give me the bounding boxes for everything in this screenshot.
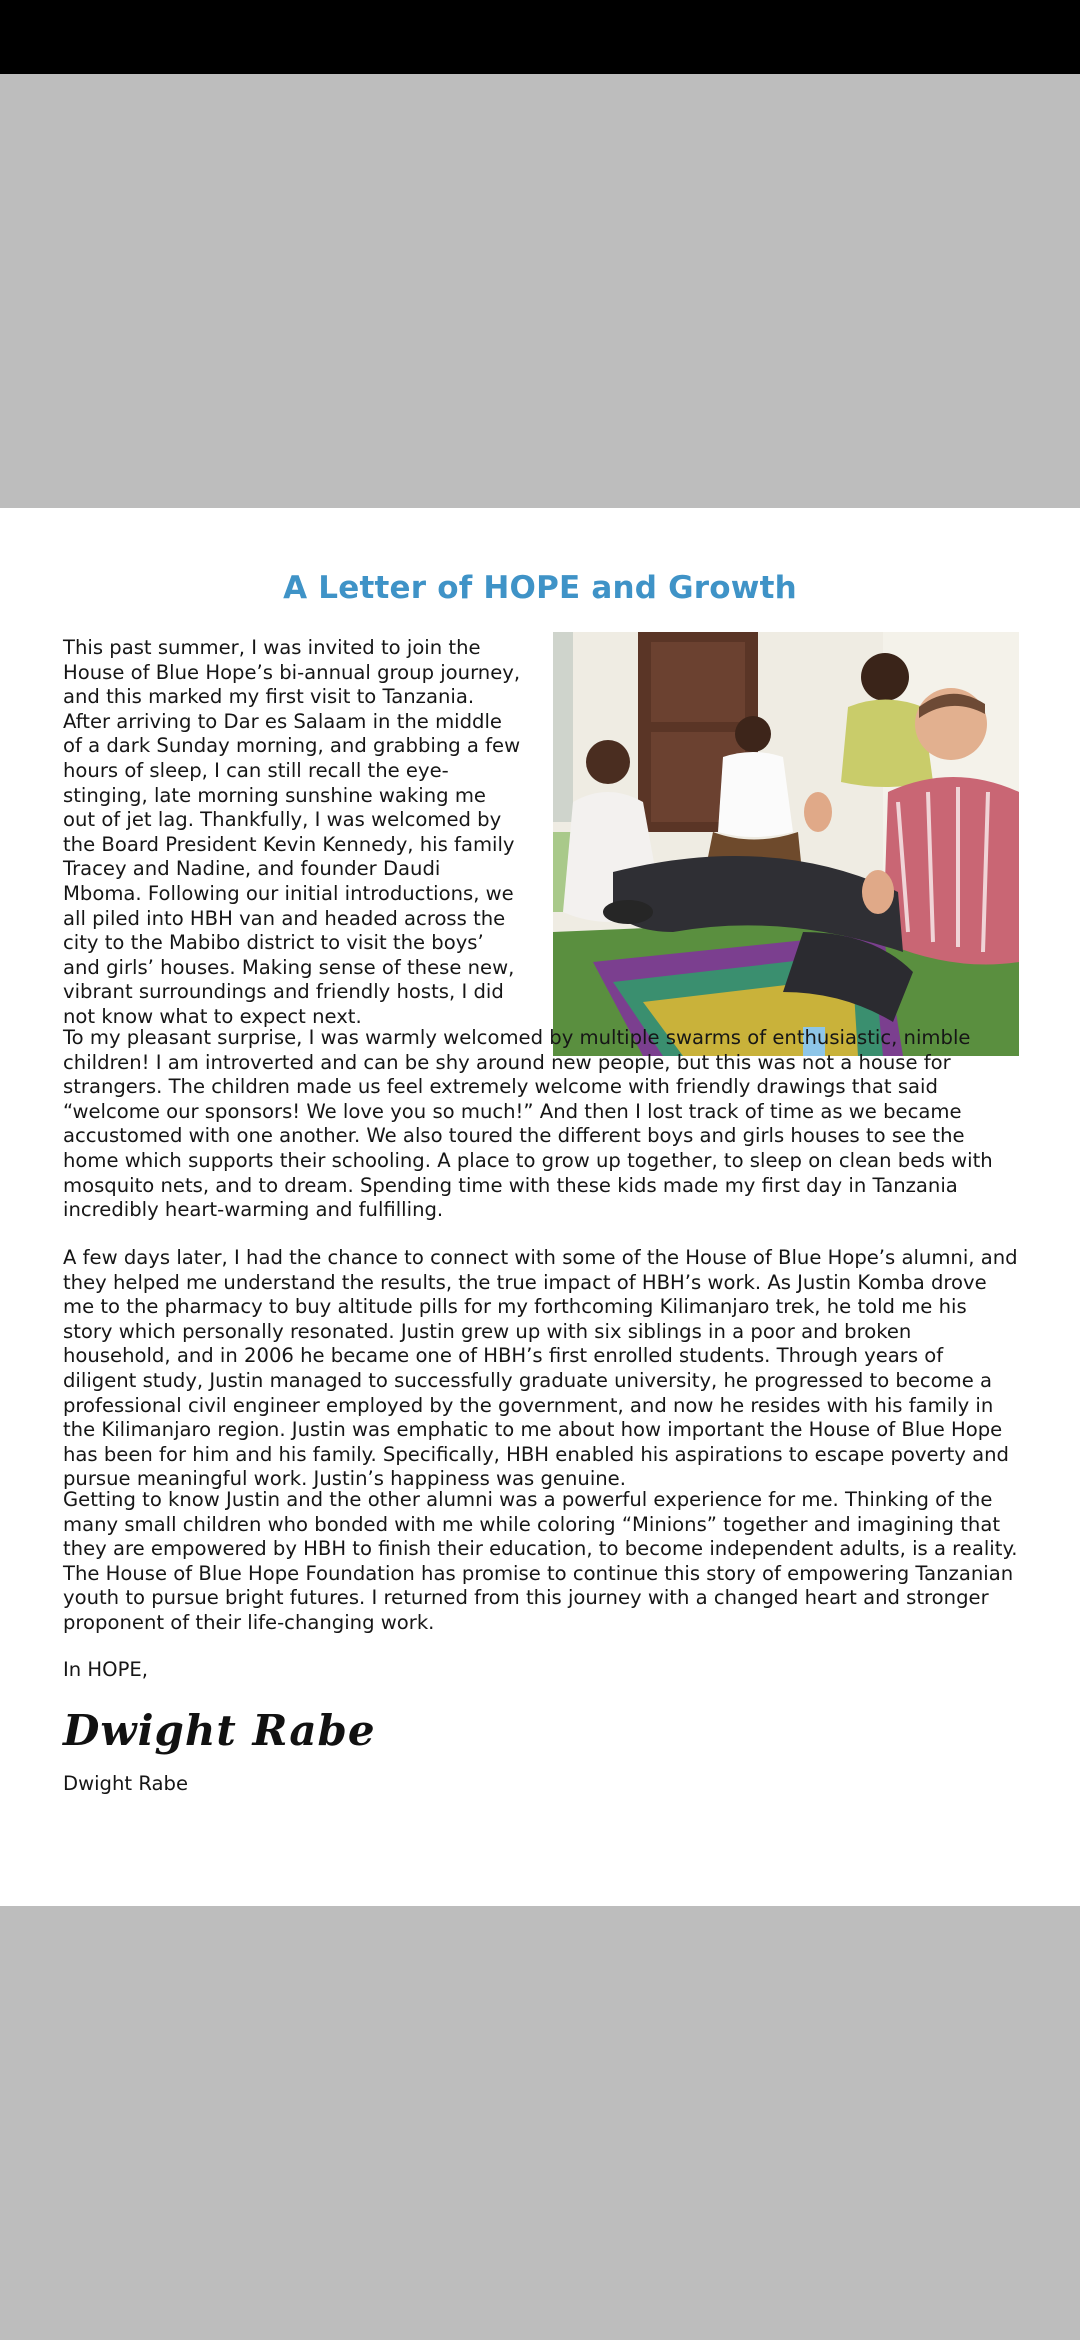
- paragraph-3: [63, 1246, 1018, 1492]
- paragraph-2-text: To my pleasant surprise, I was warmly welcomed by multiple swarms of enthusiastic, nimble children! I am introverted and can be shy around new people, but this was not a house for strangers. The children made us feel extremely welcome with friendly drawings that said “welcome our sponsors! We love you so much!” And then I lost track of time as we became accustomed with one another. We also toured the different boys and girls houses to see the home which supports their schooling. A place to grow up together, to sleep on clean beds with mosquito nets, and to dream. Spending time with these kids made my first day in Tanzania incredibly heart-warming and fulfilling.: [63, 1026, 993, 1222]
- paragraph-1-text: This past summer, I was invited to join the House of Blue Hope’s bi-annual group journey, and this marked my first visit to Tanzania. After arriving to Dar es Salaam in the middle of a dark Sunday morning, and grabbing a few hours of sleep, I can still recall the eye-stinging, late morning sunshine waking me out of jet lag. Thankfully, I was welcomed by the Board President Kevin Kennedy, his family Tracey and Nadine, and founder Daudi Mboma. Following our initial introductions, we all piled into HBH van and headed across the city to the Mabibo district to visit the boys’ and girls’ houses. Making sense of these new, vibrant surroundings and friendly hosts, I did not know what to expect next.: [63, 636, 521, 1028]
- paragraph-3-text: A few days later, I had the chance to connect with some of the House of Blue Hope’s alumni, and they helped me understand the results, the true impact of HBH’s work. As Justin Komba drove me to the pharmacy to buy altitude pills for my forthcoming Kilimanjaro trek, he told me his story which personally resonated. Justin grew up with six siblings in a poor and broken household, and in 2006 he became one of HBH’s first enrolled students. Through years of diligent study, Justin managed to successfully graduate university, he progressed to become a professional civil engineer employed by the government, and now he resides with his family in the Kilimanjaro region. Justin was emphatic to me about how important the House of Blue Hope has been for him and his family. Specifically, HBH enabled his aspirations to escape poverty and pursue meaningful work. Justin’s happiness was genuine.: [63, 1246, 1018, 1491]
- status-bar: [0, 0, 1080, 74]
- paragraph-2: [63, 1026, 1018, 1223]
- photo-illustration: [553, 632, 1019, 1056]
- document-page: [0, 508, 1080, 1906]
- handwritten-signature: Dwight Rabe: [63, 1706, 376, 1755]
- paragraph-4-text: Getting to know Justin and the other alumni was a powerful experience for me. Thinking of the many small children who bonded with me while coloring “Minions” together and imagining that they are empowered by HBH to finish their education, to become independent adults, is a reality. The House of Blue Hope Foundation has promise to continue this story of empowering Tanzanian youth to pursue bright futures. I returned from this journey with a changed heart and stronger proponent of their life-changing work.: [63, 1488, 1018, 1634]
- paragraph-1: [63, 636, 523, 1030]
- page-title: A Letter of HOPE and Growth: [283, 570, 797, 606]
- photo-children-and-author: [553, 632, 1019, 1056]
- paragraph-4: [63, 1488, 1018, 1636]
- closing-line: In HOPE,: [63, 1658, 149, 1681]
- signature-name: Dwight Rabe: [63, 1772, 189, 1795]
